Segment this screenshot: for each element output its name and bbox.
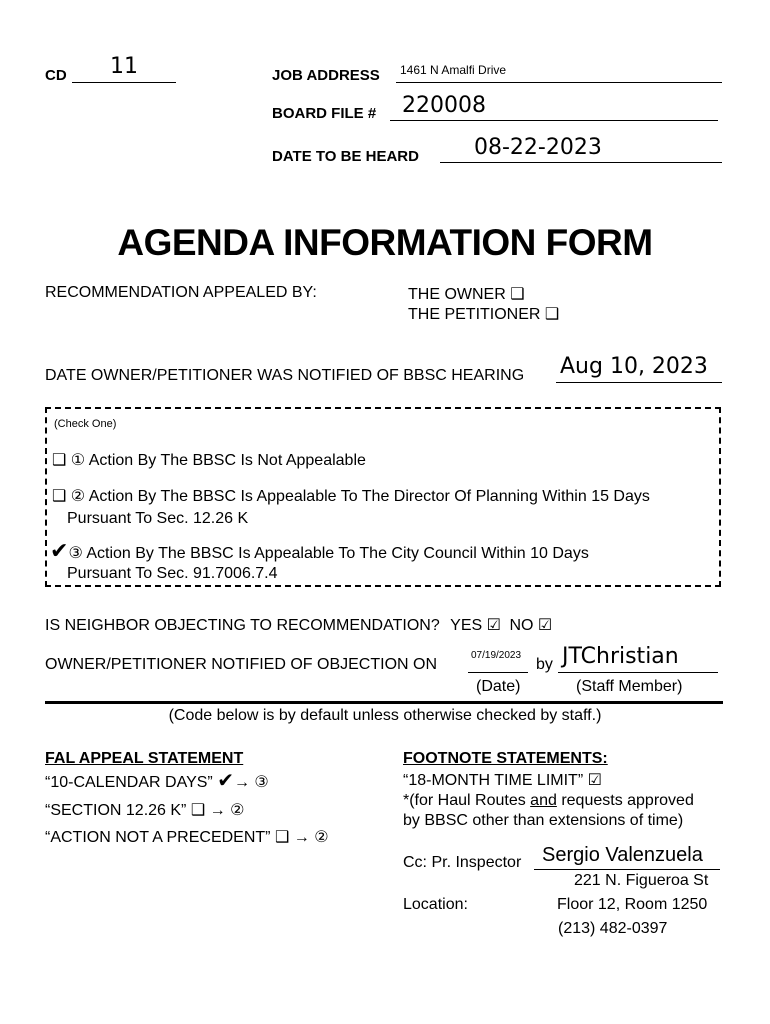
objection-by-label: by [536, 656, 553, 673]
board-file-label: BOARD FILE # [272, 105, 377, 122]
fal-row-2-text: “SECTION 12.26 K” [45, 802, 187, 819]
owner-option[interactable] [408, 284, 525, 304]
cd-field[interactable]: 11 [110, 54, 138, 79]
date-heard-label: DATE TO BE HEARD [272, 148, 419, 165]
option-1-text: Action By The BBSC Is Not Appealable [88, 452, 366, 469]
fal-row-2-checkbox[interactable]: ❑ [190, 802, 206, 819]
neighbor-objecting-label: IS NEIGHBOR OBJECTING TO RECOMMENDATION? [45, 617, 440, 634]
fal-row-3-checkbox[interactable]: ❑ [274, 829, 290, 846]
date-caption: (Date) [476, 678, 521, 695]
fal-appeal-heading: FAL APPEAL STATEMENT [45, 750, 244, 767]
owner-option-label: THE OWNER [408, 286, 506, 303]
fal-row-1-checkmark[interactable]: ✔ [217, 770, 234, 792]
cd-label: CD [45, 67, 67, 84]
inspector-field[interactable]: Sergio Valenzuela [542, 844, 703, 866]
job-address-underline [396, 82, 722, 83]
page-title: AGENDA INFORMATION FORM [117, 222, 653, 263]
default-note: (Code below is by default unless otherwise checked by staff.) [168, 707, 602, 724]
section-divider [45, 701, 723, 704]
petitioner-option[interactable] [408, 304, 559, 324]
footnote-line-2-pre: *(for Haul Routes [403, 792, 531, 809]
fal-row-1-text: “10-CALENDAR DAYS” [45, 774, 213, 791]
notified-label: DATE OWNER/PETITIONER WAS NOTIFIED OF BBSC HEARING [45, 367, 525, 384]
petitioner-checkbox[interactable]: ❑ [544, 306, 560, 323]
objection-date-field[interactable]: 07/19/2023 [471, 650, 522, 661]
no-checkbox[interactable]: ☑ [537, 617, 553, 634]
footnote-line-1 [403, 770, 602, 790]
option-3-text: Action By The BBSC Is Appealable To The City Council Within 10 Days [86, 545, 589, 562]
location-room: Floor 12, Room 1250 [557, 896, 708, 913]
date-heard-underline [440, 162, 722, 163]
staff-caption: (Staff Member) [576, 678, 683, 695]
option-3-checkmark[interactable]: ✔ [50, 538, 69, 563]
cc-underline [534, 869, 720, 870]
fal-row-1-number: ③ [254, 774, 269, 791]
objection-date-underline [468, 672, 528, 673]
footnote-line-2 [403, 792, 694, 810]
petitioner-option-label: THE PETITIONER [408, 306, 541, 323]
footnote-line-2-and: and [530, 792, 557, 809]
job-address-label: JOB ADDRESS [272, 67, 380, 84]
board-file-underline [390, 120, 718, 121]
appealed-by-label: RECOMMENDATION APPEALED BY: [45, 284, 317, 301]
cc-address: 221 N. Figueroa St [574, 872, 709, 889]
arrow-icon: → [293, 829, 310, 846]
neighbor-objecting-row [45, 615, 552, 635]
option-2-number: ② [70, 488, 86, 505]
fal-row-3-number: ② [314, 829, 329, 846]
option-3[interactable] [50, 538, 589, 563]
location-label: Location: [403, 896, 468, 913]
option-3-number: ③ [68, 545, 83, 562]
fal-row-2 [45, 800, 244, 820]
option-2-text: Action By The BBSC Is Appealable To The Director Of Planning Within 15 Days [88, 488, 650, 505]
footnote-heading: FOOTNOTE STATEMENTS: [403, 750, 608, 767]
notified-field[interactable]: Aug 10, 2023 [560, 354, 708, 379]
location-phone: (213) 482-0397 [558, 920, 668, 937]
no-label: NO [509, 617, 534, 634]
option-2-text-line2: Pursuant To Sec. 12.26 K [67, 510, 249, 527]
fal-row-1 [45, 772, 269, 792]
check-one-label: (Check One) [54, 418, 117, 430]
board-file-field[interactable]: 220008 [402, 93, 486, 118]
owner-checkbox[interactable]: ❑ [510, 286, 525, 303]
option-1-checkbox[interactable]: ❑ [52, 452, 67, 469]
staff-underline [558, 672, 718, 673]
objection-label: OWNER/PETITIONER NOTIFIED OF OBJECTION ON [45, 656, 438, 673]
cc-label: Cc: Pr. Inspector [403, 854, 522, 871]
option-1-number: ① [70, 452, 86, 469]
fal-row-3 [45, 827, 329, 847]
job-address-field[interactable]: 1461 N Amalfi Drive [400, 63, 507, 77]
footnote-line-2-post: requests approved [556, 792, 694, 809]
yes-checkbox[interactable]: ☑ [486, 617, 501, 634]
staff-member-field[interactable]: JTChristian [562, 644, 679, 669]
footnote-line-3: by BBSC other than extensions of time) [403, 812, 684, 829]
option-2[interactable] [52, 486, 650, 506]
option-3-text-line2: Pursuant To Sec. 91.7006.7.4 [67, 565, 278, 582]
fal-row-3-text: “ACTION NOT A PRECEDENT” [45, 829, 271, 846]
date-heard-field[interactable]: 08-22-2023 [474, 135, 602, 160]
arrow-icon: → [233, 774, 250, 791]
fal-row-2-number: ② [230, 802, 245, 819]
arrow-icon: → [209, 802, 226, 819]
yes-label: YES [450, 617, 483, 634]
option-2-checkbox[interactable]: ❑ [52, 488, 67, 505]
option-1[interactable] [52, 450, 366, 470]
footnote-checkbox[interactable]: ☑ [587, 772, 602, 789]
footnote-line-1-text: “18-MONTH TIME LIMIT” [403, 772, 584, 789]
cd-underline [72, 82, 176, 83]
notified-underline [556, 382, 722, 383]
